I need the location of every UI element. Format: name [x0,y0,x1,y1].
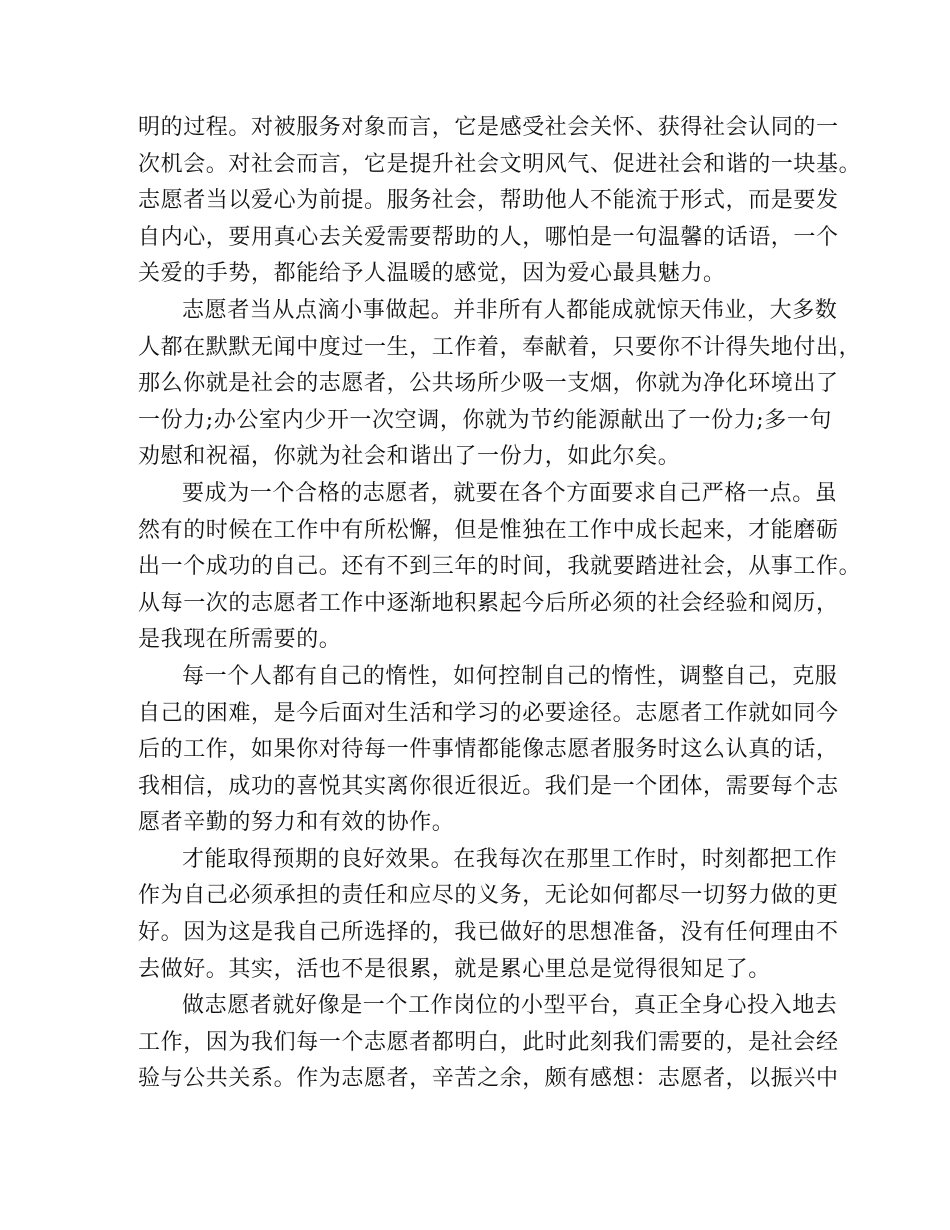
paragraph-first-line: 志愿者当从点滴小事做起。并非所有人都能成就惊天伟业，大多数 [182,297,838,323]
text-line: 好。因为这是我自己所选择的，我已做好的思想准备，没有任何理由不 [138,920,839,946]
paragraph-first-line: 每一个人都有自己的惰性，如何控制自己的惰性，调整自己，克服 [182,663,838,689]
text-line: 从每一次的志愿者工作中逐渐地积累起今后所必须的社会经验和阅历， [138,590,839,616]
text-line: 人都在默默无闻中度过一生，工作着，奉献着，只要你不计得失地付出， [138,334,862,360]
paragraph-first-line: 做志愿者就好像是一个工作岗位的小型平台，真正全身心投入地去 [182,993,838,1019]
text-line: 出一个成功的自己。还有不到三年的时间，我就要踏进社会，从事工作。 [138,554,862,580]
text-line: 次机会。对社会而言，它是提升社会文明风气、促进社会和谐的一块基。 [138,151,862,177]
text-line: 验与公共关系。作为志愿者，辛苦之余，颇有感想：志愿者，以振兴中 [138,1066,839,1092]
text-line: 作为自己必须承担的责任和应尽的义务，无论如何都尽一切努力做的更 [138,883,839,909]
text-line: 那么你就是社会的志愿者，公共场所少吸一支烟，你就为净化环境出了 [138,371,839,397]
text-line: 劝慰和祝福，你就为社会和谐出了一份力，如此尔矣。 [138,444,681,470]
body-text [138,110,862,1098]
text-line: 然有的时候在工作中有所松懈，但是惟独在工作中成长起来，才能磨砺 [138,517,839,543]
paragraph-first-line: 要成为一个合格的志愿者，就要在各个方面要求自己严格一点。虽 [182,480,838,506]
text-line: 愿者辛勤的努力和有效的协作。 [138,810,455,836]
text-line: 工作，因为我们每一个志愿者都明白，此时此刻我们需要的，是社会经 [138,1029,839,1055]
text-line: 关爱的手势，都能给予人温暖的感觉，因为爱心最具魅力。 [138,261,726,287]
text-line: 去做好。其实，活也不是很累，就是累心里总是觉得很知足了。 [138,956,771,982]
text-line: 后的工作，如果你对待每一件事情都能像志愿者服务时这么认真的话， [138,737,839,763]
text-line: 明的过程。对被服务对象而言，它是感受社会关怀、获得社会认同的一 [138,115,839,140]
paragraph-first-line: 才能取得预期的良好效果。在我每次在那里工作时，时刻都把工作 [182,846,838,872]
text-line: 自内心，要用真心去关爱需要帮助的人，哪怕是一句温馨的话语，一个 [138,224,839,250]
text-line: 是我现在所需要的。 [138,627,342,653]
text-line: 我相信，成功的喜悦其实离你很近很近。我们是一个团体，需要每个志 [138,773,839,799]
text-line: 志愿者当以爱心为前提。服务社会，帮助他人不能流于形式，而是要发 [138,188,839,214]
text-line: 自己的困难，是今后面对生活和学习的必要途径。志愿者工作就如同今 [138,700,839,726]
text-line: 一份力;办公室内少开一次空调，你就为节约能源献出了一份力;多一句 [138,407,833,433]
